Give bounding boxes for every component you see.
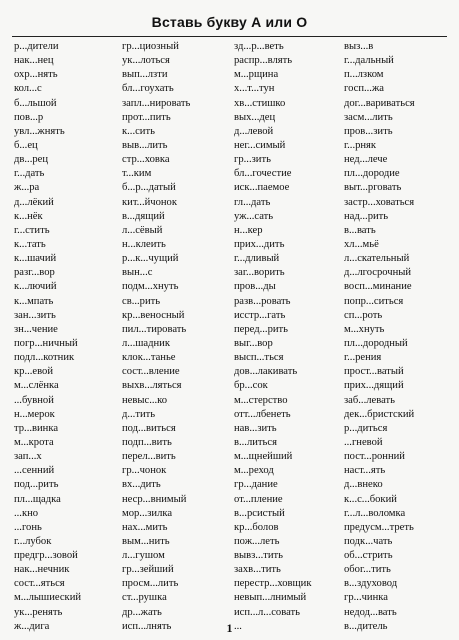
- word-item: дов...лакивать: [234, 366, 298, 378]
- word-item: захв...тить: [234, 564, 281, 576]
- word-item: исп...лнять: [122, 620, 172, 632]
- word-item: зан...зить: [14, 309, 56, 321]
- word-item: пил...тировать: [122, 323, 187, 335]
- word-item: к...мпать: [14, 295, 54, 307]
- word-item: бр...сок: [234, 380, 268, 392]
- word-item: нак...нечник: [14, 564, 70, 576]
- word-item: сп...роть: [344, 309, 383, 321]
- word-item: хв...стишко: [234, 97, 286, 109]
- word-item: в...литься: [234, 436, 277, 448]
- word-item: кол...с: [14, 83, 42, 95]
- word-item: нав...зить: [234, 422, 277, 434]
- word-item: пл...дородие: [344, 168, 400, 180]
- word-item: гр...циозный: [122, 41, 179, 52]
- word-item: бл...гочестие: [234, 168, 292, 180]
- word-item: недод...вать: [344, 606, 397, 618]
- word-item: м...реход: [234, 465, 274, 477]
- word-item: разг...вор: [14, 267, 55, 279]
- word-item: нах...мить: [122, 521, 168, 533]
- word-item: обог...тить: [344, 564, 391, 576]
- word-item: исстр...гать: [234, 309, 286, 321]
- word-item: в...дящий: [122, 210, 165, 222]
- word-item: выт...рговать: [344, 182, 402, 194]
- word-item: разв...ровать: [234, 295, 291, 307]
- word-item: хл...мьё: [344, 238, 379, 250]
- word-item: к...тать: [14, 238, 46, 250]
- word-item: л...сёвый: [122, 224, 163, 236]
- word-item: ук...ренять: [14, 606, 63, 618]
- word-item: застр...ховаться: [344, 196, 415, 208]
- word-item: восп...минание: [344, 281, 412, 293]
- word-item: сост...вление: [122, 366, 180, 378]
- word-item: пов...р: [14, 111, 44, 123]
- word-item: ж...дига: [14, 620, 50, 632]
- word-item: заб...левать: [344, 394, 395, 406]
- word-item: невыс...ко: [122, 394, 168, 406]
- title-divider: [12, 36, 447, 37]
- word-item: перед...рить: [234, 323, 288, 335]
- word-item: иск...паемое: [234, 182, 290, 194]
- word-item: в...рсистый: [234, 507, 285, 519]
- word-item: подп...вить: [122, 436, 172, 448]
- word-item: д...тить: [122, 408, 156, 420]
- word-column-2: [120, 40, 228, 634]
- word-item: мор...зилка: [122, 507, 173, 519]
- word-item: л...скательный: [344, 253, 410, 265]
- word-item: нак...нец: [14, 55, 54, 67]
- word-item: перестр...ховщик: [234, 578, 312, 590]
- word-item: вын...с: [122, 267, 153, 279]
- word-item: г...рняк: [344, 139, 377, 151]
- word-item: кит...йчонок: [122, 196, 178, 208]
- word-item: высп...ться: [234, 352, 284, 364]
- word-item: к...нёк: [14, 210, 43, 222]
- word-item: в...здуховод: [344, 578, 398, 590]
- word-item: распр...влять: [234, 55, 293, 67]
- word-item: м...хнуть: [344, 323, 385, 335]
- word-item: г...л...воломка: [344, 507, 406, 519]
- word-item: д...левой: [234, 125, 274, 137]
- word-item: ...кно: [14, 507, 39, 519]
- word-item: пост...ронний: [344, 451, 405, 463]
- word-item: г...дливый: [234, 253, 280, 265]
- word-item: неср...внимый: [122, 493, 187, 505]
- word-item: л...гушом: [122, 550, 165, 562]
- word-item: от...пление: [234, 493, 283, 505]
- word-item: р...диться: [344, 422, 388, 434]
- word-item: к...лючий: [14, 281, 57, 293]
- word-item: попр...ситься: [344, 295, 404, 307]
- word-item: нед...лече: [344, 154, 388, 166]
- word-item: н...клеить: [122, 238, 166, 250]
- word-item: предусм...треть: [344, 521, 414, 533]
- word-item: подк...чать: [344, 535, 393, 547]
- word-item: об...стрить: [344, 550, 393, 562]
- word-item: прих...дить: [234, 238, 285, 250]
- word-grid: [14, 40, 450, 634]
- word-item: пож...леть: [234, 535, 280, 547]
- word-item: пл...дородный: [344, 337, 408, 349]
- word-item: г...дальный: [344, 55, 394, 67]
- word-item: просм...лить: [122, 578, 179, 590]
- word-item: п...лзком: [344, 69, 384, 81]
- word-item: р...дители: [14, 41, 59, 52]
- word-item: дв...рец: [14, 154, 49, 166]
- word-item: д...внеко: [344, 479, 383, 491]
- word-item: вывз...тить: [234, 550, 284, 562]
- word-item: м...стерство: [234, 394, 288, 406]
- word-item: прот...пить: [122, 111, 171, 123]
- word-item: запл...нировать: [122, 97, 191, 109]
- word-column-3: [228, 40, 340, 634]
- word-item: г...стить: [14, 224, 50, 236]
- word-item: м...крота: [14, 436, 54, 448]
- word-item: охр...нять: [14, 69, 58, 81]
- word-item: г...рения: [344, 352, 382, 364]
- word-item: над...рить: [344, 210, 389, 222]
- word-item: гл...дать: [234, 196, 271, 208]
- word-item: засм...лить: [344, 111, 393, 123]
- word-item: ...сенний: [14, 465, 55, 477]
- word-item: зд...р...веть: [234, 41, 284, 52]
- word-item: кр...евой: [14, 366, 53, 378]
- word-item: р...к...чущий: [122, 253, 179, 265]
- word-item: ст...рушка: [122, 592, 167, 604]
- word-item: гр...дание: [234, 479, 278, 491]
- word-item: тр...винка: [14, 422, 59, 434]
- word-item: выг...вор: [234, 337, 273, 349]
- word-item: гр...чонок: [122, 465, 167, 477]
- word-item: ...бувной: [14, 394, 54, 406]
- word-item: погр...ничный: [14, 337, 78, 349]
- word-item: вып...лзти: [122, 69, 168, 81]
- word-item: гр...зить: [234, 154, 271, 166]
- word-item: исп...л...совать: [234, 606, 300, 618]
- word-item: увл...жнять: [14, 125, 65, 137]
- word-item: гр...чинка: [344, 592, 388, 604]
- word-item: госп...жа: [344, 83, 384, 95]
- word-item: в...вать: [344, 224, 376, 236]
- word-item: отт...лбенеть: [234, 408, 291, 420]
- word-item: л...шадник: [122, 337, 170, 349]
- word-item: прих...дящий: [344, 380, 404, 392]
- word-item: к...шачий: [14, 253, 57, 265]
- word-item: др...жать: [122, 606, 162, 618]
- word-item: клок...танье: [122, 352, 176, 364]
- word-item: дек...бристский: [344, 408, 415, 420]
- word-item: вх...дить: [122, 479, 161, 491]
- word-item: г...лубок: [14, 535, 52, 547]
- word-item: б...ец: [14, 139, 38, 151]
- word-item: н...мерок: [14, 408, 55, 420]
- word-item: к...сить: [122, 125, 155, 137]
- word-item: ...гонь: [14, 521, 42, 533]
- word-item: дог...вариваться: [344, 97, 415, 109]
- word-item: нег...симый: [234, 139, 286, 151]
- word-item: ук...лоться: [122, 55, 170, 67]
- word-item: пров...зить: [344, 125, 393, 137]
- word-item: гр...зейший: [122, 564, 174, 576]
- word-column-4: [340, 40, 450, 634]
- word-item: м...щнейший: [234, 451, 293, 463]
- word-item: д...лгосрочный: [344, 267, 412, 279]
- word-item: заг...ворить: [234, 267, 285, 279]
- word-item: в...дитель: [344, 620, 388, 632]
- word-item: кр...веносный: [122, 309, 185, 321]
- word-item: бл...гоухать: [122, 83, 174, 95]
- word-item: м...рщина: [234, 69, 279, 81]
- word-item: д...лёкий: [14, 196, 54, 208]
- word-item: выхв...ляться: [122, 380, 182, 392]
- word-item: н...кер: [234, 224, 263, 236]
- word-item: зн...чение: [14, 323, 58, 335]
- word-item: выв...лить: [122, 139, 168, 151]
- word-item: св...рить: [122, 295, 161, 307]
- word-item: перел...вить: [122, 451, 176, 463]
- word-item: м...слёнка: [14, 380, 59, 392]
- word-column-1: [14, 40, 120, 634]
- word-item: б...льшой: [14, 97, 57, 109]
- word-item: зап...х: [14, 451, 42, 463]
- word-item: м...лышиеский: [14, 592, 82, 604]
- word-item: невып...лнимый: [234, 592, 307, 604]
- word-item: стр...ховка: [122, 154, 170, 166]
- word-item: ...гневой: [344, 436, 383, 448]
- word-item: под...виться: [122, 422, 176, 434]
- word-item: ...: [234, 620, 242, 632]
- word-item: сост...яться: [14, 578, 65, 590]
- word-item: вых...дец: [234, 111, 276, 123]
- word-item: кр...болов: [234, 521, 279, 533]
- word-item: уж...сать: [234, 210, 274, 222]
- word-item: предгр...зовой: [14, 550, 78, 562]
- word-item: к...с...бокий: [344, 493, 397, 505]
- word-item: б...р...датый: [122, 182, 176, 194]
- word-item: выз...в: [344, 41, 374, 52]
- word-item: под...рить: [14, 479, 59, 491]
- word-item: подл...котник: [14, 352, 75, 364]
- page-title: Вставь букву А или О: [151, 14, 308, 30]
- word-item: прост...ватый: [344, 366, 404, 378]
- page-number: 1: [226, 621, 233, 635]
- word-item: пров...ды: [234, 281, 276, 293]
- word-item: наст...ять: [344, 465, 386, 477]
- word-item: т...ким: [122, 168, 152, 180]
- word-item: х...т...тун: [234, 83, 275, 95]
- word-item: г...дать: [14, 168, 45, 180]
- word-item: вым...нить: [122, 535, 170, 547]
- word-item: подм...хнуть: [122, 281, 179, 293]
- word-item: ж...ра: [14, 182, 40, 194]
- word-item: пл...щадка: [14, 493, 61, 505]
